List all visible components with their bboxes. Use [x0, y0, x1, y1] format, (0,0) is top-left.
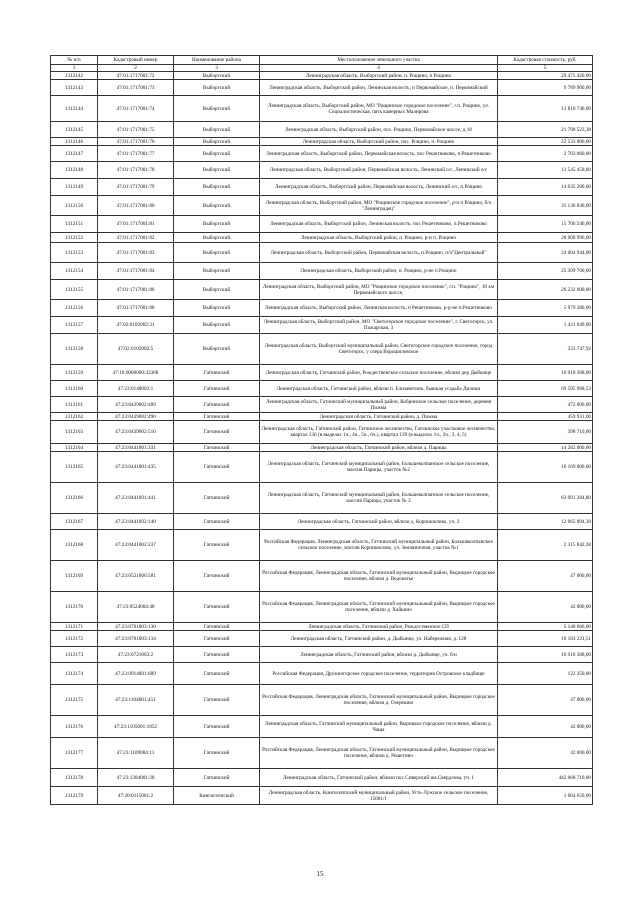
cadastral-cost: 14 282 000,00 — [498, 444, 593, 452]
cadastral-number: 47:01:1717001:83 — [98, 243, 174, 263]
cadastral-cost: 16 918 308,00 — [498, 365, 593, 381]
table-row — [51, 365, 593, 381]
cadastral-cost: 28 000 996,00 — [498, 233, 593, 243]
column-number: 4 — [260, 65, 498, 72]
row-number: 1312172 — [51, 631, 98, 647]
district-name: Выборгский — [174, 243, 260, 263]
cadastral-number: 47:01:1717001:81 — [98, 216, 174, 233]
cadastral-number: 47:01:1717001:77 — [98, 146, 174, 162]
row-number: 1312155 — [51, 280, 98, 300]
table-row — [51, 300, 593, 317]
table-row — [51, 623, 593, 631]
header-cadastral-number: Кадастровый номер — [98, 56, 174, 65]
location-text: Ленинградская область, Выборгский район, Первомайская волость, Ленинский о/с, Ленинский о/с — [260, 162, 498, 179]
cadastral-number: 47:01:1717001:73 — [98, 80, 174, 96]
cadastral-number: 47:23:0701003:130 — [98, 623, 174, 631]
cadastral-cost: 25 309 700,00 — [498, 263, 593, 280]
cadastral-number: 47:23:1304001:28 — [98, 769, 174, 787]
table-row — [51, 663, 593, 685]
cadastral-number: 47:23:0439002:510 — [98, 421, 174, 444]
district-name: Выборгский — [174, 216, 260, 233]
column-number: 5 — [498, 65, 593, 72]
row-number: 1312159 — [51, 365, 98, 381]
district-name: Выборгский — [174, 300, 260, 317]
table-row — [51, 631, 593, 647]
cadastral-cost: 1 664 650,00 — [498, 787, 593, 805]
row-number: 1312164 — [51, 444, 98, 452]
cadastral-cost: 5 148 666,00 — [498, 623, 593, 631]
row-number: 1312156 — [51, 300, 98, 317]
location-text: Ленинградская область, Выборгский район, МО "Светогорское городское поселение", г. Светогорск, ул. Пожарская, 3 — [260, 317, 498, 334]
location-text: Ленинградская область, Выборгский район, Первомайская волость, пос Решетниково, п.Решетниково — [260, 146, 498, 162]
cadastral-number: 47:23:0914001:689 — [98, 663, 174, 685]
location-text: Ленинградская область, Выборгский район, МО "Рощинское городское поселение", г.п. "Рощино", 10 км Первомайского шоссе, — [260, 280, 498, 300]
cadastral-cost: 42 000,00 — [498, 716, 593, 738]
location-text: Ленинградская область, Выборгский район, пос. Рощино, п. Рощино — [260, 138, 498, 146]
table-row — [51, 162, 593, 179]
cadastral-cost: 14 635 200,00 — [498, 179, 593, 196]
table-row — [51, 787, 593, 805]
column-number: 2 — [98, 65, 174, 72]
cadastral-number: 47:23:0524004:48 — [98, 592, 174, 623]
table-row — [51, 592, 593, 623]
cadastral-number: 47:01:1717001:78 — [98, 162, 174, 179]
location-text: Ленинградская область, Гатчинский район, вблизи п. Елизаветино, бывшая усадьба Дилици — [260, 381, 498, 397]
row-number: 1312143 — [51, 80, 98, 96]
table-row — [51, 381, 593, 397]
district-name: Выборгский — [174, 96, 260, 122]
cadastral-cost: 12 065 894,30 — [498, 514, 593, 530]
row-number: 1312161 — [51, 397, 98, 413]
row-number: 1312178 — [51, 769, 98, 787]
table-row — [51, 122, 593, 138]
table-row — [51, 233, 593, 243]
cadastral-cost: 22 533 000,00 — [498, 138, 593, 146]
location-text: Ленинградская область, Выборгский район, МО "Рощинское городское поселение", р-н п Рощино, б/о "Ленинградец" — [260, 196, 498, 216]
location-text: Ленинградская область, Выборгский район, п. Рощино, п Рощино — [260, 72, 498, 80]
location-text: Ленинградская область, Выборгский район, пос. Рощино, Первомайское шоссе, д 18 — [260, 122, 498, 138]
table-row — [51, 561, 593, 592]
column-number-row — [51, 65, 593, 72]
cadastral-number: 47:23:0439002:490 — [98, 413, 174, 421]
row-number: 1312152 — [51, 233, 98, 243]
district-name: Выборгский — [174, 317, 260, 334]
row-number: 1312146 — [51, 138, 98, 146]
district-name: Кингисеппский — [174, 787, 260, 805]
row-number: 1312151 — [51, 216, 98, 233]
header-location: Местоположение земельного участка — [260, 56, 498, 65]
location-text: Ленинградская область, Гатчинский муниципальный район, Вырицкое городское поселение, вблизи д. Чаща — [260, 716, 498, 738]
district-name: Гатчинский — [174, 561, 260, 592]
cadastral-cost: 26 232 600,00 — [498, 280, 593, 300]
district-name: Выборгский — [174, 334, 260, 365]
table-header-row — [51, 56, 593, 65]
district-name: Гатчинский — [174, 623, 260, 631]
location-text: Российская Федерация, Ленинградская область, Гатчинский муниципальный район, Вырицкое городское поселение, вблизи д. Озерешно — [260, 685, 498, 716]
table-row — [51, 80, 593, 96]
cadastral-cost: 459 931,00 — [498, 413, 593, 421]
row-number: 1312173 — [51, 647, 98, 663]
district-name: Гатчинский — [174, 421, 260, 444]
district-name: Выборгский — [174, 122, 260, 138]
district-name: Гатчинский — [174, 452, 260, 483]
location-text: Ленинградская область, Гатчинский муниципальный район, Большеколпанское сельское поселение, массив Парицы, участок № 3 — [260, 483, 498, 514]
location-text: Ленинградская область, Гатчинский район, вблизи д. Корпикюлово, уч. 2 — [260, 514, 498, 530]
row-number: 1312165 — [51, 452, 98, 483]
cadastral-number: 47:23:0439002:489 — [98, 397, 174, 413]
cadastral-cost: 29 475 420,00 — [498, 72, 593, 80]
cadastral-cost: 21 798 523,38 — [498, 122, 593, 138]
cadastral-cost: 16 918 308,00 — [498, 647, 593, 663]
cadastral-number: 47:23:0441002:237 — [98, 530, 174, 561]
table-row — [51, 769, 593, 787]
row-number: 1312179 — [51, 787, 98, 805]
district-name: Выборгский — [174, 233, 260, 243]
cadastral-number: 47:23:0441002:140 — [98, 514, 174, 530]
location-text: Ленинградская область, Выборгский район, Первомайская волость, п.Рощино, п/ч"Центральный" — [260, 243, 498, 263]
row-number: 1312160 — [51, 381, 98, 397]
cadastral-cost: 16 169 000,00 — [498, 452, 593, 483]
cadastral-number: 47:02:0102002:5 — [98, 334, 174, 365]
district-name: Выборгский — [174, 280, 260, 300]
table-row — [51, 716, 593, 738]
cadastral-number: 47:01:1717001:76 — [98, 138, 174, 146]
district-name: Гатчинский — [174, 530, 260, 561]
district-name: Выборгский — [174, 196, 260, 216]
row-number: 1312171 — [51, 623, 98, 631]
table-row — [51, 196, 593, 216]
row-number: 1312150 — [51, 196, 98, 216]
cadastral-number: 47:01:1717001:72 — [98, 72, 174, 80]
district-name: Гатчинский — [174, 685, 260, 716]
cadastral-cost: 47 000,00 — [498, 685, 593, 716]
cadastral-number: 47:23:0441001:435 — [98, 452, 174, 483]
table-row — [51, 280, 593, 300]
location-text: Ленинградская область, Выборгский район, п. Рощино, р-н п. Рощино — [260, 233, 498, 243]
header-cost: Кадастровая стоимость, руб. — [498, 56, 593, 65]
cadastral-number: 47:23:1104001:451 — [98, 685, 174, 716]
cadastral-number: 47:01:1717001:74 — [98, 96, 174, 122]
location-text: Ленинградская область, Гатчинский район, Рождественское СП — [260, 623, 498, 631]
table-row — [51, 514, 593, 530]
location-text: Ленинградская область, Выборгский район, Ленинская волость, пос Решетниково, п.Решетниково — [260, 216, 498, 233]
district-name: Гатчинский — [174, 647, 260, 663]
table-row — [51, 146, 593, 162]
cadastral-cost: 442 668 710,00 — [498, 769, 593, 787]
location-text: Ленинградская область, Гатчинский район, вблизи д. Дыбынце, уч. б/н — [260, 647, 498, 663]
cadastral-cost: 398 710,00 — [498, 421, 593, 444]
location-text: Российская Федерация, Ленинградская область, Гатчинский муниципальный район, Вырицкое городское поселение, вблизи д. Хайкино — [260, 592, 498, 623]
district-name: Гатчинский — [174, 663, 260, 685]
row-number: 1312157 — [51, 317, 98, 334]
table-row — [51, 483, 593, 514]
header-district: Наименование района — [174, 56, 260, 65]
cadastral-cost: 31 136 840,00 — [498, 196, 593, 216]
district-name: Гатчинский — [174, 769, 260, 787]
location-text: Ленинградская область, Кингисеппский муниципальный район, Усть-Лужское сельское поселение, 15001/1 — [260, 787, 498, 805]
cadastral-number: 47:23:1105001:1852 — [98, 716, 174, 738]
district-name: Выборгский — [174, 72, 260, 80]
cadastral-number: 47:20:0115001:2 — [98, 787, 174, 805]
table-row — [51, 397, 593, 413]
table-row — [51, 216, 593, 233]
location-text: Ленинградская область, Выборгский район, п. Рощино, р-не п.Рощино — [260, 263, 498, 280]
cadastral-number: 47:01:1717001:86 — [98, 280, 174, 300]
row-number: 1312166 — [51, 483, 98, 514]
table-row — [51, 179, 593, 196]
district-name: Гатчинский — [174, 514, 260, 530]
row-number: 1312170 — [51, 592, 98, 623]
table-row — [51, 96, 593, 122]
table-row — [51, 647, 593, 663]
location-text: Ленинградская область, Гатчинский муниципальный район, Большеколпанское сельское поселение, массив Парицы, участок №2 — [260, 452, 498, 483]
row-number: 1312147 — [51, 146, 98, 162]
district-name: Гатчинский — [174, 444, 260, 452]
row-number: 1312168 — [51, 530, 98, 561]
district-name: Выборгский — [174, 162, 260, 179]
district-name: Гатчинский — [174, 381, 260, 397]
table-row — [51, 317, 593, 334]
location-text: Ленинградская область, Выборгский район, Ленинская волость, п Решетниково, р-р-не п.Решетниково — [260, 300, 498, 317]
cadastral-number: 47:23:0521006:581 — [98, 561, 174, 592]
cadastral-number: 47:16:0000000:43368 — [98, 365, 174, 381]
cadastral-cost: 122 350,00 — [498, 663, 593, 685]
cadastral-number: 47:01:1717001:82 — [98, 233, 174, 243]
page-number: 15 — [316, 870, 324, 878]
row-number: 1312149 — [51, 179, 98, 196]
table-row — [51, 530, 593, 561]
district-name: Гатчинский — [174, 716, 260, 738]
row-number: 1312174 — [51, 663, 98, 685]
column-number: 1 — [51, 65, 98, 72]
cadastral-cost: 42 000,00 — [498, 738, 593, 769]
cadastral-cost: 5 979 380,00 — [498, 300, 593, 317]
district-name: Выборгский — [174, 263, 260, 280]
district-name: Выборгский — [174, 179, 260, 196]
cadastral-cost: 15 706 246,00 — [498, 216, 593, 233]
header-number: № п/п — [51, 56, 98, 65]
cadastral-cost: 331 747,92 — [498, 334, 593, 365]
location-text: Ленинградская область, Выборгский район, Первомайская волость, Ленинский о/с, п.Рощино — [260, 179, 498, 196]
cadastral-cost: 47 000,00 — [498, 561, 593, 592]
cadastral-number: 47:01:1717001:79 — [98, 179, 174, 196]
table-body — [51, 72, 593, 805]
row-number: 1312148 — [51, 162, 98, 179]
cadastral-cost: 10 183 221,51 — [498, 631, 593, 647]
row-number: 1312145 — [51, 122, 98, 138]
row-number: 1312175 — [51, 685, 98, 716]
location-text: Ленинградская область, Выборгский район, МО "Рощинское городское поселение", г.п. Рощино, ул. Социалистическая, пять камерных Малнрова — [260, 96, 498, 122]
row-number: 1312163 — [51, 421, 98, 444]
location-text: Российская Федерация, Ленинградская область, Гатчинский муниципальный район, Вырицкое городское поселение, вблизи д. Ведокатье — [260, 561, 498, 592]
row-number: 1312169 — [51, 561, 98, 592]
district-name: Гатчинский — [174, 413, 260, 421]
cadastral-number: 47:01:1717001:75 — [98, 122, 174, 138]
location-text: Ленинградская область, Гатчинский район, Гатчинское лесничество, Гатчинское участковое лесничество, квартал 136 (в выделах 1ч., 4ч., 5ч., 6ч.), квартал 139 (в выделах 1ч., 2ч., 3, 4, 5) — [260, 421, 498, 444]
table-row — [51, 738, 593, 769]
cadastral-number: 47:01:1717001:84 — [98, 263, 174, 280]
cadastral-cost: 11 545 458,00 — [498, 162, 593, 179]
district-name: Гатчинский — [174, 397, 260, 413]
cadastral-cost: 13 810 740,00 — [498, 96, 593, 122]
location-text: Ленинградская область, Выборгский район, Ленинская волость, п Первомайское, п. Первомайский — [260, 80, 498, 96]
cadastral-number: 47:23:1109004:11 — [98, 738, 174, 769]
district-name: Гатчинский — [174, 483, 260, 514]
district-name: Выборгский — [174, 80, 260, 96]
cadastral-cost: 24 004 944,00 — [498, 243, 593, 263]
location-text: Ленинградская область, Гатчинский район, Рождественское сельское поселение, вблизи дер Дыбынце — [260, 365, 498, 381]
table-row — [51, 72, 593, 80]
table-row — [51, 334, 593, 365]
district-name: Гатчинский — [174, 631, 260, 647]
cadastral-number: 47:23:0140002:1 — [98, 381, 174, 397]
table-row — [51, 452, 593, 483]
row-number: 1312162 — [51, 413, 98, 421]
table-row — [51, 263, 593, 280]
cadastral-number: 47:23:0721003:2 — [98, 647, 174, 663]
table-row — [51, 421, 593, 444]
location-text: Российская Федерация, Дружногорское городское поселение, территория Островское кладбище — [260, 663, 498, 685]
cadastral-number: 47:01:1717001:88 — [98, 300, 174, 317]
cadastral-cost: 2 703 060,00 — [498, 146, 593, 162]
location-text: Ленинградская область, Гатчинский район, д. Дыбынце, ул. Набережная, д. 128 — [260, 631, 498, 647]
row-number: 1312177 — [51, 738, 98, 769]
cadastral-number: 47:23:0441001:441 — [98, 483, 174, 514]
cadastral-cost: 472 000,00 — [498, 397, 593, 413]
cadastral-number: 47:02:0102002:31 — [98, 317, 174, 334]
row-number: 1312167 — [51, 514, 98, 530]
row-number: 1312158 — [51, 334, 98, 365]
location-text: Ленинградская область, Гатчинский муниципальный район, Кобринское сельское поселение, деревня Пижма — [260, 397, 498, 413]
district-name: Гатчинский — [174, 365, 260, 381]
cadastral-value-table — [50, 55, 593, 805]
location-text: Российская Федерация, Ленинградская область, Гатчинский муниципальный район, Большеколпанское сельское поселение, массив Корпикюлово, ул. Земляничная, участок №1 — [260, 530, 498, 561]
location-text: Ленинградская область, Гатчинский район, вблизи пос.Сиверский им.Свердлова, уч. 1 — [260, 769, 498, 787]
location-text: Российская Федерация, Ленинградская область, Гатчинский муниципальный район, Вырицкое городское поселение, вблизи д. Решетино — [260, 738, 498, 769]
cadastral-cost: 63 091 284,80 — [498, 483, 593, 514]
table-row — [51, 243, 593, 263]
column-number: 3 — [174, 65, 260, 72]
cadastral-number: 47:01:1717001:80 — [98, 196, 174, 216]
location-text: Ленинградская область, Выборгский муниципальный район, Светогорское городское поселение, город Светогорск, у озера Ворошиловское — [260, 334, 498, 365]
district-name: Гатчинский — [174, 592, 260, 623]
district-name: Гатчинский — [174, 738, 260, 769]
cadastral-cost: 9 789 900,00 — [498, 80, 593, 96]
table-row — [51, 444, 593, 452]
row-number: 1312176 — [51, 716, 98, 738]
location-text: Ленинградская область, Гатчинский район, вблизи д. Парицы — [260, 444, 498, 452]
row-number: 1312144 — [51, 96, 98, 122]
cadastral-cost: 42 000,00 — [498, 592, 593, 623]
row-number: 1312153 — [51, 243, 98, 263]
district-name: Выборгский — [174, 138, 260, 146]
cadastral-number: 47:23:0701003:134 — [98, 631, 174, 647]
district-name: Выборгский — [174, 146, 260, 162]
row-number: 1312142 — [51, 72, 98, 80]
cadastral-cost: 2 315 842,38 — [498, 530, 593, 561]
row-number: 1312154 — [51, 263, 98, 280]
table-row — [51, 413, 593, 421]
cadastral-cost: 1 431 049,00 — [498, 317, 593, 334]
table-row — [51, 138, 593, 146]
table-row — [51, 685, 593, 716]
cadastral-number: 47:23:0441001:331 — [98, 444, 174, 452]
location-text: Ленинградская область, Гатчинский район, д. Пижма — [260, 413, 498, 421]
cadastral-cost: 69 595 968,53 — [498, 381, 593, 397]
